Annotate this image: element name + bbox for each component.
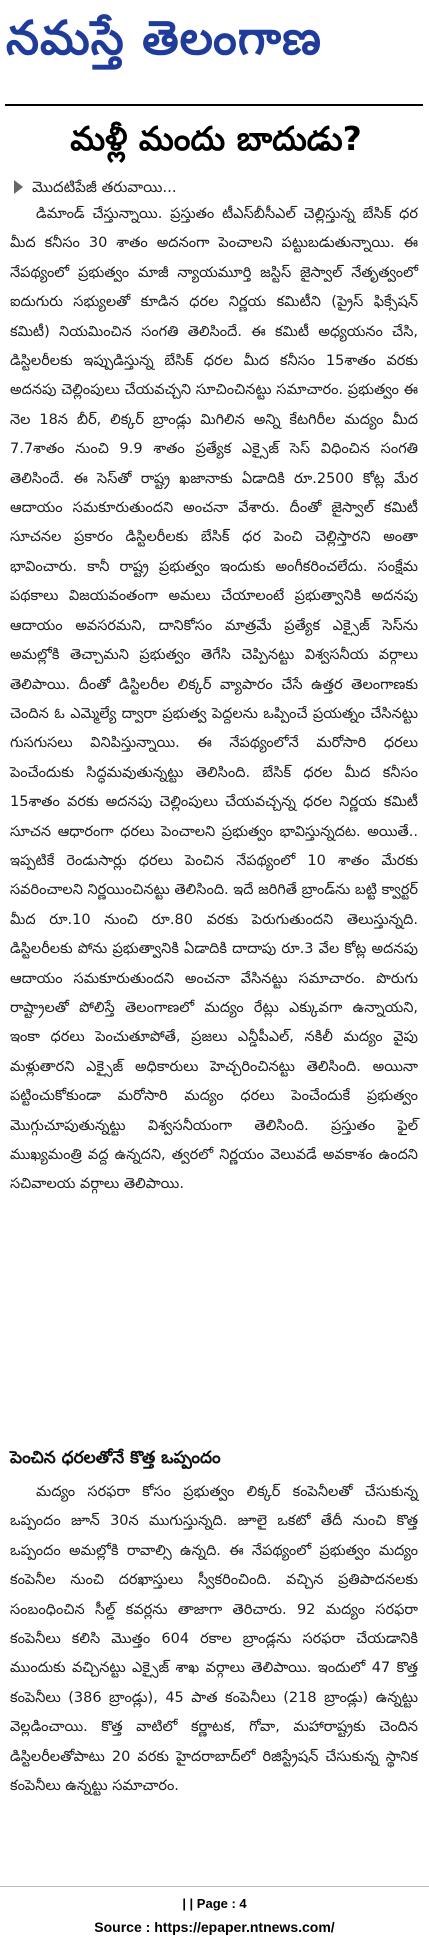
article-paragraph: డిమాండ్ చేస్తున్నాయి. ప్రస్తుతం టీఎస్‌బీసీఎల్ చెల్లిస్తున్న బేసిక్ ధర మీద కనీసం 30 శాతం అదనంగా పెంచాలని పట్టుబడుతున్నాయి. ఈ నేపథ్యంలో ప్రభుత్వం మాజీ న్యాయమూర్తి జస్టిస్ జైస్వాల్ నేతృత్వంలో ఐదుగురు సభ్యులతో కూడిన ధరల నిర్ణయ కమిటీని (ప్రైస్ ఫిక్సేషన్ కమిటీ) నియమించిన సంగతి తెలిసిందే. ఈ కమిటీ అధ్యయనం చేసి, డిస్టిలరీలకు ఇప్పుడిస్తున్న బేసిక్ ధరల మీద కనీసం 15శాతం వరకు అదనపు చెల్లింపులు చేయవచ్చని సూచించినట్టు సమాచారం. ప్రభుత్వం ఈ నెల 18న బీర్, లిక్కర్ బ్రాండ్లు మిగిలిన అన్ని కేటగిరీల మద్యం మీద 7.7శాతం నుంచి 9.9 శాతం ప్రత్యేక ఎక్సైజ్ సెస్ విధించిన సంగతి తెలిసిందే. ఈ సెస్‌తో రాష్ట్ర ఖజానాకు ఏడాదికి రూ.2500 కోట్ల మేర ఆదాయం సమకూరుతుందని అంచనా వేశారు. దీంతో జైస్వాల్ కమిటీ సూచనల ప్రకారం డిస్టిలరీలకు బేసిక్ ధర పెంచి చెల్లిస్తారని అంతా భావించారు. కానీ రాష్ట్ర ప్రభుత్వం ఇందుకు అంగీకరించలేదు. సంక్షేమ పథకాలు విజయవంతంగా అమలు చేయాలంటే ప్రభుత్వానికి అదనపు ఆదాయం అవసరమని, దానికోసం మాత్రమే ప్రత్యేక ఎక్సైజ్ సెస్‌ను అమల్లోకి తెచ్చామని ప్రభుత్వం తెగేసి చెప్పినట్టు విశ్వసనీయ వర్గాలు తెలిపాయి. దీంతో డిస్టిలరీల లిక్కర్ వ్యాపారం చేసే ఉత్తర తెలంగాణకు చెందిన ఓ ఎమ్మెల్యే ద్వారా ప్రభుత్వ పెద్దలను ఒప్పించే ప్రయత్నం చేసినట్టు గుసగుసలు వినిపిస్తున్నాయి. ఈ నేపథ్యంలోనే మరోసారి ధరలు పెంచేందుకు సిద్ధమవుతున్నట్టు తెలిసింది. బేసిక్ ధరల మీద కనీసం 15శాతం వరకు అదనపు చెల్లింపులు చేయవచ్చన్న ధరల నిర్ణయ కమిటీ సూచన ఆధారంగా ధరలు పెంచాలని ప్రభుత్వం భావిస్తున్నదట. అయితే.. ఇప్పటికే రెండుసార్లు ధరలు పెంచిన నేపథ్యంలో 10 శాతం మేరకు సవరించాలని నిర్ణయించినట్టు తెలిసింది. ఇదే జరిగితే బ్రాండ్‌ను బట్టి క్వార్టర్ మీద రూ.10 నుంచి రూ.80 వరకు పెరుగుతుందని తెలుస్తున్నది. డిస్టిలరీలకు పోను ప్రభుత్వానికి ఏడాదికి దాదాపు రూ.3 వేల కోట్ల అదనపు ఆదాయం సమకూరుతుందని అంచనా వేసినట్టు సమాచారం. పొరుగు రాష్ట్రాలతో పోలిస్తే తెలంగాణలో మద్యం రేట్లు ఎక్కువగా ఉన్నాయని, ఇంకా ధరలు పెంచుతూపోతే, ప్రజలు ఎన్డీపీఎల్, నకిలీ మద్యం వైపు మళ్లుతారని ఎక్సైజ్ అధికారులు హెచ్చరించినట్టు తెలిసింది. అయినా పట్టించుకోకుండా మరోసారి మద్యం ధరలు పెంచేందుకే ప్రభుత్వం మొగ్గుచూపుతున్నట్టు విశ్వసనీయంగా తెలిసింది. ప్రస్తుతం ఫైల్ ముఖ్యమంత్రి వద్ద ఉన్నదని, త్వరలో నిర్ణయం వెలువడే అవకాశం ఉందని సచివాలయ వర్గాలు తెలిపాయి. xyxy=(10,206,419,1193)
section-body xyxy=(10,1478,418,1801)
article-subhead: మొదటిపేజీ తరువాయి... xyxy=(32,178,177,196)
source-link[interactable]: Source : https://epaper.ntnews.com/ xyxy=(94,1919,335,1935)
footer-divider xyxy=(0,1886,429,1887)
newspaper-masthead: నమస్తే తెలంగాణ xyxy=(6,11,322,66)
section-paragraph: మద్యం సరఫరా కోసం ప్రభుత్వం లిక్కర్ కంపెనీలతో చేసుకున్న ఒప్పందం జూన్ 30న ముగుస్తున్నది. జూలై ఒకటో తేదీ నుంచి కొత్త ఒప్పందం అమల్లోకి రావాల్సి ఉన్నది. ఈ నేపథ్యంలో ప్రభుత్వం మద్యం కంపెనీల నుంచి దరఖాస్తులు స్వీకరించింది. వచ్చిన ప్రతిపాదనలకు సంబంధించిన సీల్డ్ కవర్లను తాజాగా తెరిచారు. 92 మద్యం సరఫరా కంపెనీలు కలిసి మొత్తం 604 రకాల బ్రాండ్లను సరఫరా చేయడానికి ముందుకు వచ్చినట్టు ఎక్సైజ్ శాఖ వర్గాలు తెలిపాయి. ఇందులో 47 కొత్త కంపెనీలు (386 బ్రాండ్లు), 45 పాత కంపెనీలు (218 బ్రాండ్లు) ఉన్నట్టు వెల్లడించాయి. కొత్త వాటిలో కర్ణాటక, గోవా, మహారాష్ట్రకు చెందిన డిస్టిలరీలతోపాటు 20 వరకు హైదరాబాద్‌లో రిజిస్ట్రేషన్ చేసుకున్న స్థానిక కంపెనీలు ఉన్నట్టు సమాచారం. xyxy=(10,1484,418,1795)
section-heading: పెంచిన ధరలతోనే కొత్త ఒప్పందం xyxy=(10,1448,221,1468)
divider-line xyxy=(5,104,423,106)
page-number: | | Page : 4 xyxy=(182,1896,247,1911)
subhead-row xyxy=(8,176,418,198)
triangle-marker-icon xyxy=(14,180,23,194)
article-headline: మళ్లీ మందు బాదుడు? xyxy=(70,119,362,158)
article-body xyxy=(10,200,418,1200)
